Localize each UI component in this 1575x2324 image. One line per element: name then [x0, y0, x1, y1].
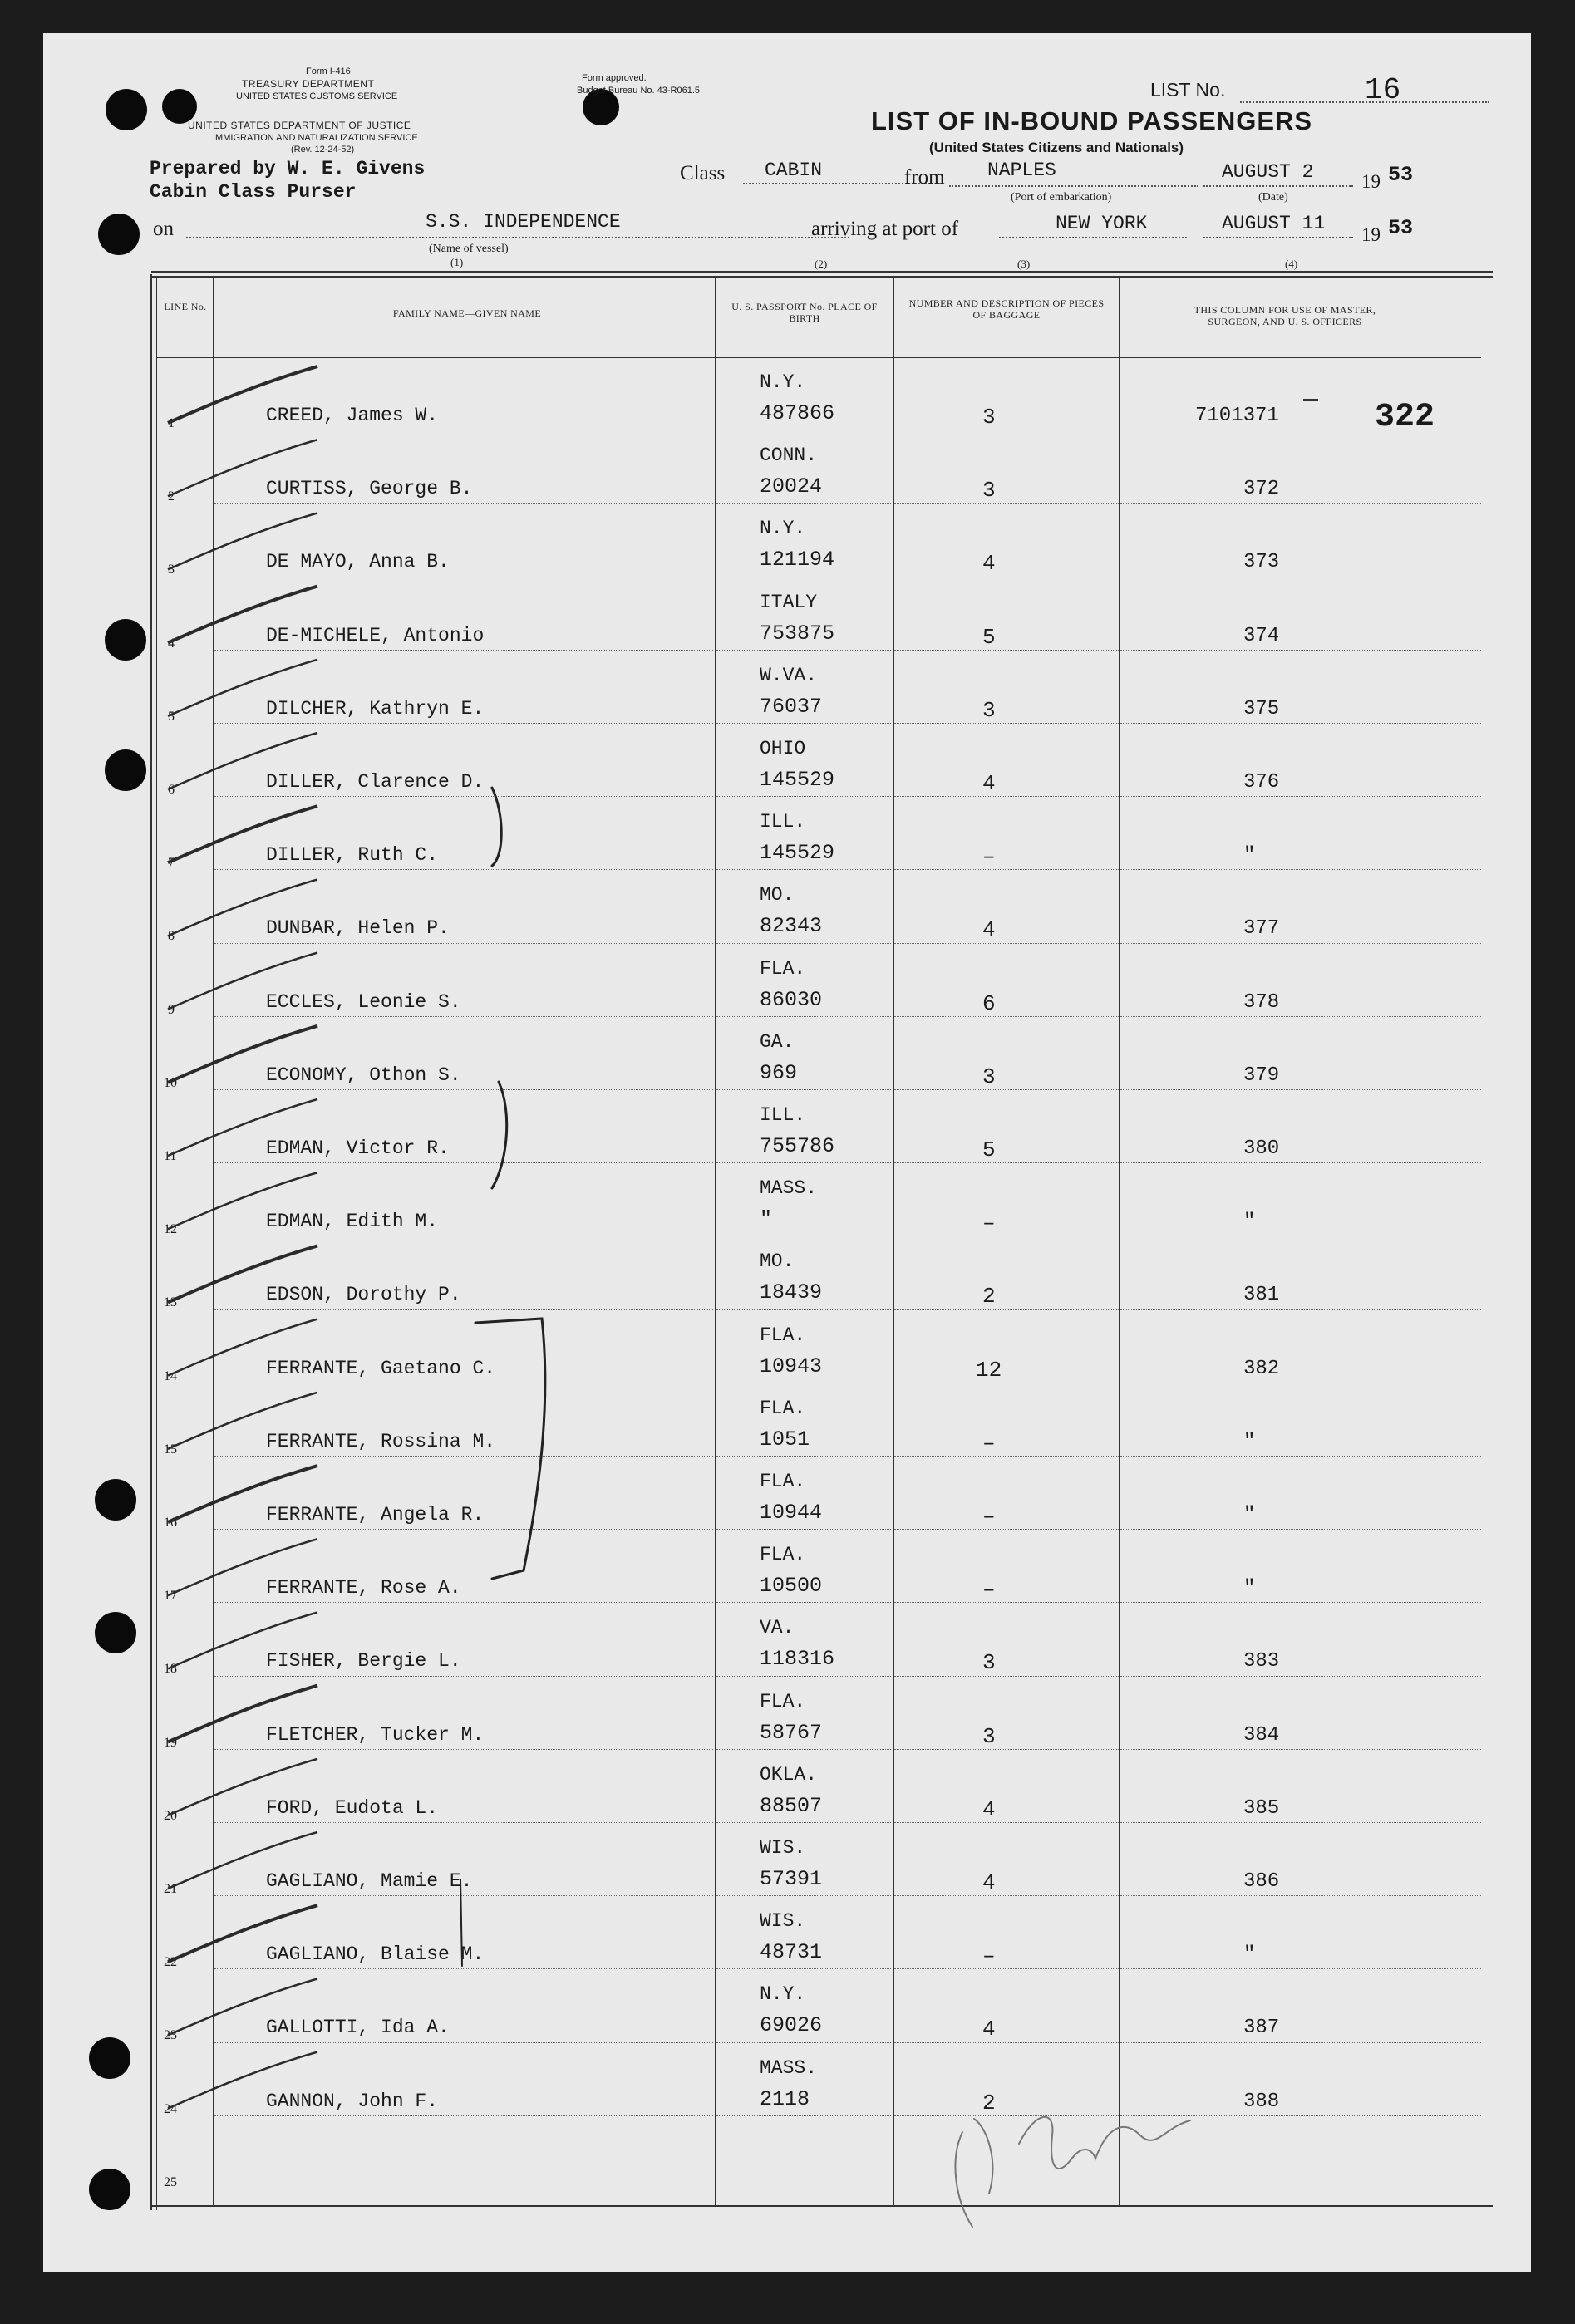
row-separator: [716, 503, 891, 504]
class-value: CABIN: [765, 160, 823, 181]
baggage-count: 2: [982, 1284, 996, 1309]
row-separator: [1120, 1676, 1481, 1677]
officer-number: 381: [1243, 1284, 1280, 1307]
passenger-name: GALLOTTI, Ida A.: [266, 2017, 450, 2039]
place-of-birth: FLA.: [760, 1690, 806, 1712]
place-of-birth: MO.: [760, 1250, 795, 1273]
row-separator: [894, 650, 1119, 651]
passport-number: 48731: [760, 1940, 823, 1965]
row-separator: [214, 869, 713, 870]
class-label: Class: [680, 162, 726, 184]
row-separator: [214, 1676, 713, 1677]
place-of-birth: N.Y.: [760, 371, 806, 393]
prepared-by: Prepared by W. E. Givens: [150, 158, 426, 179]
row-separator: [894, 1602, 1119, 1603]
row-separator: [716, 1456, 891, 1457]
row-separator: [1120, 1016, 1481, 1017]
punch-hole: [106, 89, 147, 130]
signature-scrawl: [955, 2117, 1190, 2227]
passenger-name: EDSON, Dorothy P.: [266, 1284, 461, 1306]
row-separator: [1120, 1089, 1481, 1090]
place-of-birth: N.Y.: [760, 518, 806, 540]
passport-number: 10944: [760, 1501, 823, 1525]
row-separator: [716, 1602, 891, 1603]
row-separator: [214, 503, 713, 504]
row-separator: [1120, 1602, 1481, 1603]
officer-number: 384: [1243, 1723, 1280, 1747]
bracket-diller: [492, 788, 501, 866]
passenger-name: ECCLES, Leonie S.: [266, 990, 461, 1013]
passport-number: ": [760, 1207, 773, 1232]
passenger-name: DILLER, Ruth C.: [266, 844, 439, 867]
line-number: 21: [164, 1882, 177, 1896]
officer-number: 382: [1243, 1357, 1280, 1380]
place-of-birth: FLA.: [760, 957, 806, 980]
row-separator: [894, 723, 1119, 724]
row-separator: [894, 943, 1119, 944]
place-of-birth: OKLA.: [760, 1763, 818, 1786]
vessel-caption: (Name of vessel): [429, 243, 509, 255]
baggage-count: 6: [982, 990, 996, 1016]
place-of-birth: W.VA.: [760, 664, 818, 686]
baggage-count: –: [982, 1504, 996, 1529]
baggage-count: 4: [982, 2017, 996, 2042]
row-separator: [214, 1456, 713, 1457]
row-separator: [1120, 2042, 1481, 2043]
bracket-edman: [492, 1082, 507, 1188]
row-separator: [214, 723, 713, 724]
row-separator: [716, 1895, 891, 1896]
place-of-birth: WIS.: [760, 1910, 806, 1933]
header-baggage: NUMBER AND DESCRIPTION OF PIECES OF BAGGAGE: [908, 297, 1105, 321]
baggage-count: 4: [982, 1870, 996, 1895]
officer-number: 375: [1243, 697, 1280, 720]
place-of-birth: ITALY: [760, 591, 818, 613]
officer-number: 372: [1243, 478, 1280, 501]
passport-number: 1051: [760, 1427, 810, 1452]
row-separator: [1120, 1749, 1481, 1750]
line-number: 24: [164, 2101, 177, 2116]
passport-number: 10943: [760, 1354, 823, 1378]
row-separator: [1120, 1968, 1481, 1969]
on-label: on: [153, 218, 174, 240]
row-separator: [716, 796, 891, 797]
page-title: LIST OF IN-BOUND PASSENGERS: [871, 106, 1313, 135]
row-separator: [214, 1602, 713, 1603]
baggage-count: 4: [982, 551, 996, 577]
line-number: 19: [164, 1735, 177, 1750]
row-separator: [716, 943, 891, 944]
handwritten-322: 322: [1375, 399, 1435, 436]
place-of-birth: FLA.: [760, 1324, 806, 1346]
baggage-count: 3: [982, 405, 996, 430]
row-separator: [214, 650, 713, 651]
row-separator: [1120, 869, 1481, 870]
row-separator: [1120, 1895, 1481, 1896]
officer-number: 388: [1243, 2090, 1280, 2113]
col-number-1: (1): [450, 256, 464, 268]
passenger-name: DILLER, Clarence D.: [266, 771, 485, 793]
passenger-name: ECONOMY, Othon S.: [266, 1064, 461, 1086]
place-of-birth: FLA.: [760, 1397, 806, 1419]
place-of-birth: FLA.: [760, 1471, 806, 1492]
row-separator: [716, 1016, 891, 1017]
line-number: 25: [164, 2174, 177, 2189]
place-of-birth: ILL.: [760, 1104, 806, 1126]
page-subtitle: (United States Citizens and Nationals): [929, 140, 1184, 155]
row-separator: [716, 1162, 891, 1163]
officer-number: 378: [1243, 990, 1280, 1014]
line-number: 17: [164, 1589, 177, 1604]
passenger-name: EDMAN, Victor R.: [266, 1137, 450, 1159]
row-separator: [716, 1676, 891, 1677]
officer-number: 380: [1243, 1137, 1280, 1160]
budget-bureau: Budget Bureau No. 43-R061.5.: [577, 86, 703, 96]
place-of-birth: VA.: [760, 1617, 795, 1639]
officer-number: ": [1243, 1504, 1256, 1526]
baggage-count: –: [982, 1211, 996, 1236]
row-separator: [214, 1822, 713, 1823]
row-separator: [716, 1749, 891, 1750]
passenger-name: EDMAN, Edith M.: [266, 1211, 439, 1233]
line-number: 4: [168, 636, 175, 651]
baggage-count: 3: [982, 1650, 996, 1676]
line-number: 14: [164, 1368, 177, 1383]
place-of-birth: MO.: [760, 884, 795, 907]
manifest-page: [43, 33, 1531, 2272]
form-number: Form I-416: [306, 66, 351, 76]
passport-number: 82343: [760, 914, 823, 939]
place-of-birth: GA.: [760, 1030, 795, 1053]
place-of-birth: ILL.: [760, 811, 806, 833]
baggage-count: 12: [976, 1357, 1002, 1383]
row-separator: [1120, 1162, 1481, 1163]
passport-number: 145529: [760, 841, 835, 866]
list-label: LIST No.: [1150, 79, 1226, 101]
embarkation-year: 53: [1388, 163, 1414, 187]
line-number: 11: [164, 1149, 177, 1163]
line-number: 2: [168, 489, 175, 504]
passenger-name: CURTISS, George B.: [266, 478, 473, 500]
row-separator: [894, 1968, 1119, 1969]
line-number: 8: [168, 929, 175, 944]
row-separator: [214, 796, 713, 797]
row-separator: [214, 1529, 713, 1530]
passport-number: 969: [760, 1060, 798, 1085]
officer-number: 7101371: [1195, 405, 1279, 427]
row-separator: [1120, 943, 1481, 944]
header-line-no: LINE No.: [164, 301, 207, 312]
row-separator: [894, 2042, 1119, 2043]
row-separator: [1120, 2115, 1481, 2116]
passport-number: 18439: [760, 1280, 823, 1305]
passenger-name: CREED, James W.: [266, 405, 439, 426]
list-number: 16: [1365, 73, 1401, 107]
col-number-4: (4): [1285, 258, 1298, 270]
row-separator: [1120, 1309, 1481, 1310]
row-separator: [1120, 723, 1481, 724]
officer-number: ": [1243, 1577, 1256, 1600]
place-of-birth: MASS.: [760, 2056, 818, 2079]
place-of-birth: FLA.: [760, 1544, 806, 1566]
punch-hole: [162, 89, 197, 124]
row-separator: [1120, 503, 1481, 504]
row-separator: [1120, 796, 1481, 797]
overbar-mark: [1303, 399, 1318, 401]
ins-label: IMMIGRATION AND NATURALIZATION SERVICE: [213, 133, 418, 143]
passenger-name: GAGLIANO, Mamie E.: [266, 1870, 473, 1892]
baggage-count: 2: [982, 2090, 996, 2115]
punch-hole: [98, 214, 140, 255]
passenger-name: FERRANTE, Angela R.: [266, 1504, 485, 1526]
year-prefix: 19: [1361, 171, 1381, 192]
baggage-count: –: [982, 844, 996, 870]
row-separator: [716, 1089, 891, 1090]
date-caption: (Date): [1258, 191, 1288, 204]
row-separator: [214, 943, 713, 944]
passport-number: 76037: [760, 694, 823, 719]
passenger-name: GANNON, John F.: [266, 2090, 439, 2112]
row-separator: [214, 1749, 713, 1750]
line-number: 22: [164, 1955, 177, 1970]
row-separator: [716, 1968, 891, 1969]
row-separator: [1120, 1822, 1481, 1823]
row-separator: [1120, 650, 1481, 651]
officer-number: 387: [1243, 2017, 1280, 2040]
officer-number: ": [1243, 1943, 1256, 1967]
row-separator: [214, 1089, 713, 1090]
baggage-count: –: [982, 1577, 996, 1603]
line-number: 7: [168, 856, 175, 871]
row-separator: [894, 1895, 1119, 1896]
officer-number: 377: [1243, 917, 1280, 941]
row-separator: [1120, 1529, 1481, 1530]
row-separator: [716, 1529, 891, 1530]
baggage-count: 4: [982, 1796, 996, 1822]
row-separator: [894, 1309, 1119, 1310]
embarkation-port: NAPLES: [987, 160, 1056, 181]
passenger-name: FLETCHER, Tucker M.: [266, 1723, 485, 1746]
header-officers: THIS COLUMN FOR USE OF MASTER, SURGEON, AND U. S. OFFICERS: [1194, 304, 1376, 327]
vessel-name: S.S. INDEPENDENCE: [426, 211, 621, 233]
passport-number: 118316: [760, 1647, 835, 1672]
row-separator: [894, 1822, 1119, 1823]
row-separator: [894, 503, 1119, 504]
row-separator: [214, 1968, 713, 1969]
officer-number: 376: [1243, 771, 1280, 794]
passenger-name: FERRANTE, Gaetano C.: [266, 1357, 496, 1379]
passport-number: 145529: [760, 768, 835, 792]
officer-number: ": [1243, 1211, 1256, 1234]
line-number: 13: [164, 1295, 177, 1310]
row-separator: [716, 1822, 891, 1823]
row-separator: [214, 1309, 713, 1310]
officer-number: 383: [1243, 1650, 1280, 1673]
passport-number: 10500: [760, 1574, 823, 1599]
row-separator: [214, 1895, 713, 1896]
line-number: 3: [168, 563, 175, 577]
passenger-name: GAGLIANO, Blaise M.: [266, 1943, 485, 1966]
year-prefix-arrival: 19: [1361, 224, 1381, 245]
passenger-name: DUNBAR, Helen P.: [266, 917, 450, 940]
embarkation-date: AUGUST 2: [1222, 161, 1314, 183]
row-separator: [716, 1309, 891, 1310]
line-number: 9: [168, 1002, 175, 1017]
form-approved: Form approved.: [582, 73, 647, 83]
passenger-name: FERRANTE, Rossina M.: [266, 1430, 496, 1452]
line-number: 10: [164, 1075, 177, 1090]
row-separator: [894, 1016, 1119, 1017]
punch-hole: [105, 619, 146, 661]
officer-number: 379: [1243, 1064, 1280, 1087]
baggage-count: 5: [982, 1137, 996, 1162]
row-separator: [214, 1016, 713, 1017]
passport-number: 57391: [760, 1867, 823, 1891]
line-number: 5: [168, 709, 175, 724]
row-separator: [214, 2042, 713, 2043]
revision-label: (Rev. 12-24-52): [291, 145, 355, 155]
place-of-birth: OHIO: [760, 738, 806, 759]
row-separator: [894, 796, 1119, 797]
row-separator: [894, 1529, 1119, 1530]
line-number: 6: [168, 783, 175, 797]
baggage-count: 3: [982, 478, 996, 504]
baggage-count: 3: [982, 697, 996, 723]
baggage-count: 4: [982, 771, 996, 796]
from-label: from: [904, 166, 945, 189]
row-separator: [214, 2115, 713, 2116]
passport-number: 88507: [760, 1793, 823, 1818]
row-separator: [894, 869, 1119, 870]
justice-label: UNITED STATES DEPARTMENT OF JUSTICE: [188, 120, 411, 131]
baggage-count: –: [982, 1430, 996, 1456]
passenger-name: DE MAYO, Anna B.: [266, 551, 450, 573]
passport-number: 487866: [760, 401, 835, 425]
passport-number: 755786: [760, 1134, 835, 1158]
passenger-name: FERRANTE, Rose A.: [266, 1577, 461, 1599]
row-separator: [716, 2115, 891, 2116]
row-separator: [716, 723, 891, 724]
col-number-2: (2): [815, 258, 828, 270]
passenger-name: DILCHER, Kathryn E.: [266, 697, 485, 720]
row-separator: [1120, 1456, 1481, 1457]
arriving-label: arriving at port of: [811, 218, 959, 240]
passport-number: 2118: [760, 2086, 810, 2111]
passport-number: 753875: [760, 621, 835, 646]
passenger-name: FORD, Eudota L.: [266, 1796, 439, 1819]
port-caption: (Port of embarkation): [1011, 191, 1112, 204]
baggage-count: 4: [982, 917, 996, 943]
baggage-count: –: [982, 1943, 996, 1969]
row-separator: [214, 1162, 713, 1163]
passport-number: 86030: [760, 987, 823, 1012]
purser-title: Cabin Class Purser: [150, 181, 357, 203]
passport-number: 121194: [760, 548, 835, 572]
punch-hole: [95, 1479, 136, 1521]
line-number: 18: [164, 1662, 177, 1677]
punch-hole: [105, 749, 146, 791]
header-name: FAMILY NAME—GIVEN NAME: [392, 307, 542, 319]
passport-number: 69026: [760, 2013, 823, 2038]
punch-hole: [89, 2037, 130, 2079]
baggage-count: 3: [982, 1723, 996, 1749]
row-separator: [894, 1749, 1119, 1750]
officer-number: ": [1243, 844, 1256, 867]
baggage-count: 3: [982, 1064, 996, 1089]
passenger-name: FISHER, Bergie L.: [266, 1650, 461, 1673]
line-number: 23: [164, 2028, 177, 2043]
passenger-name: DE-MICHELE, Antonio: [266, 624, 485, 646]
line-number: 20: [164, 1808, 177, 1823]
place-of-birth: MASS.: [760, 1177, 818, 1200]
treasury-label: TREASURY DEPARTMENT: [242, 78, 375, 90]
place-of-birth: N.Y.: [760, 1983, 806, 2006]
line-number: 16: [164, 1516, 177, 1530]
baggage-count: 5: [982, 624, 996, 650]
row-separator: [894, 1456, 1119, 1457]
arrival-date: AUGUST 11: [1222, 213, 1326, 234]
header-passport: U. S. PASSPORT No. PLACE OF BIRTH: [731, 301, 878, 324]
row-separator: [716, 869, 891, 870]
officer-number: 374: [1243, 624, 1280, 647]
line-number: 12: [164, 1222, 177, 1237]
passport-number: 58767: [760, 1720, 823, 1745]
place-of-birth: CONN.: [760, 445, 818, 467]
punch-hole: [89, 2169, 130, 2210]
row-separator: [894, 2115, 1119, 2116]
row-separator: [716, 2042, 891, 2043]
officer-number: 373: [1243, 551, 1280, 574]
customs-label: UNITED STATES CUSTOMS SERVICE: [236, 91, 398, 101]
officer-number: ": [1243, 1430, 1256, 1453]
passport-number: 20024: [760, 474, 823, 499]
line-number: 15: [164, 1442, 177, 1457]
place-of-birth: WIS.: [760, 1837, 806, 1859]
officer-number: 386: [1243, 1870, 1280, 1893]
arrival-port: NEW YORK: [1056, 213, 1148, 234]
row-separator: [894, 1162, 1119, 1163]
officer-number: 385: [1243, 1796, 1280, 1820]
row-separator: [894, 1089, 1119, 1090]
arrival-year: 53: [1388, 216, 1414, 240]
line-number: 1: [168, 416, 175, 430]
row-separator: [894, 1676, 1119, 1677]
col-number-3: (3): [1017, 258, 1031, 270]
punch-hole: [95, 1612, 136, 1653]
row-separator: [716, 650, 891, 651]
